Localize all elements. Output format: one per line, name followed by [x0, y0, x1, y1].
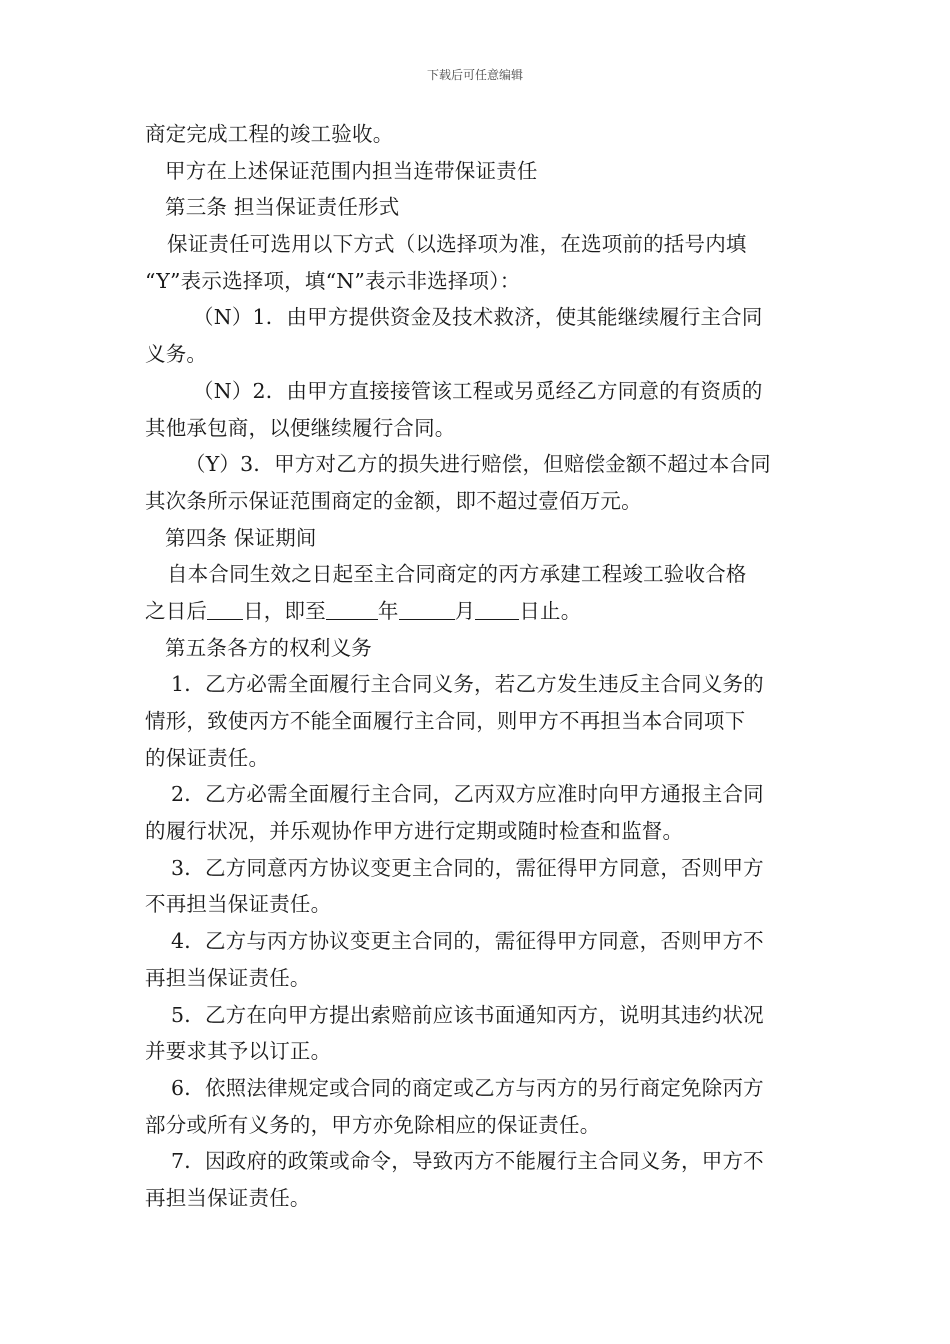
clause-line: 5．乙方在向甲方提出索赔前应该书面通知丙方，说明其违约状况	[171, 1002, 764, 1027]
paragraph-line: 其次条所示保证范围商定的金额，即不超过壹佰万元。	[145, 488, 642, 513]
paragraph-line: “Y”表示选择项，填“N”表示非选择项）：	[145, 268, 521, 293]
paragraph-line: 的保证责任。	[145, 745, 270, 770]
paragraph-line: 自本合同生效之日起至主合同商定的丙方承建工程竣工验收合格	[167, 562, 747, 587]
clause-line: 6．依照法律规定或合同的商定或乙方与丙方的另行商定免除丙方	[171, 1075, 764, 1100]
article-heading-4: 第四条 保证期间	[165, 525, 317, 550]
period-prefix: 之日后	[145, 598, 208, 623]
article-heading-5: 第五条各方的权利义务	[165, 635, 372, 660]
option-line: （N）1．由甲方提供资金及技术救济，使其能继续履行主合同	[193, 305, 763, 330]
clause-line: 1．乙方必需全面履行主合同义务，若乙方发生违反主合同义务的	[171, 672, 764, 697]
paragraph-line: 商定完成工程的竣工验收。	[145, 122, 394, 146]
month-blank[interactable]	[399, 597, 455, 620]
clause-line: 4．乙方与丙方协议变更主合同的，需征得甲方同意，否则甲方不	[171, 929, 764, 954]
paragraph-line: 情形，致使丙方不能全面履行主合同，则甲方不再担当本合同项下	[145, 709, 746, 733]
day-blank[interactable]	[207, 597, 243, 620]
paragraph-line: 义务。	[145, 342, 208, 367]
clause-line: 7．因政府的政策或命令，导致丙方不能履行主合同义务，甲方不	[171, 1149, 764, 1174]
period-month-text: 月	[454, 598, 476, 623]
paragraph-line: 保证责任可选用以下方式（以选择项为准，在选项前的括号内填	[167, 232, 747, 257]
period-year-text: 年	[377, 598, 399, 623]
document-body	[145, 116, 807, 1217]
paragraph-line: 部分或所有义务的，甲方亦免除相应的保证责任。	[145, 1112, 601, 1137]
paragraph-line: 再担当保证责任。	[145, 1185, 311, 1210]
option-line: （Y）3．甲方对乙方的损失进行赔偿，但赔偿金额不超过本合同	[185, 452, 771, 477]
year-blank[interactable]	[326, 597, 378, 620]
paragraph-line: 甲方在上述保证范围内担当连带保证责任	[165, 158, 538, 183]
clause-line: 3．乙方同意丙方协议变更主合同的，需征得甲方同意，否则甲方	[171, 855, 764, 880]
paragraph-line: 并要求其予以订正。	[145, 1039, 332, 1064]
period-day-text: 日，即至	[243, 598, 326, 623]
paragraph-line: 的履行状况，并乐观协作甲方进行定期或随时检查和监督。	[145, 819, 684, 844]
period-end-text: 日止。	[519, 598, 582, 623]
paragraph-line: 其他承包商，以便继续履行合同。	[145, 415, 456, 440]
date-blank[interactable]	[475, 597, 519, 620]
guarantee-period-line	[145, 593, 807, 630]
clause-line: 2．乙方必需全面履行主合同，乙丙双方应准时向甲方通报主合同	[171, 782, 764, 807]
option-line: （N）2．由甲方直接接管该工程或另觅经乙方同意的有资质的	[193, 378, 763, 403]
page-header: 下载后可任意编辑	[426, 68, 523, 82]
paragraph-line: 再担当保证责任。	[145, 965, 311, 990]
article-heading-3: 第三条 担当保证责任形式	[165, 195, 400, 220]
paragraph-line: 不再担当保证责任。	[145, 892, 332, 917]
